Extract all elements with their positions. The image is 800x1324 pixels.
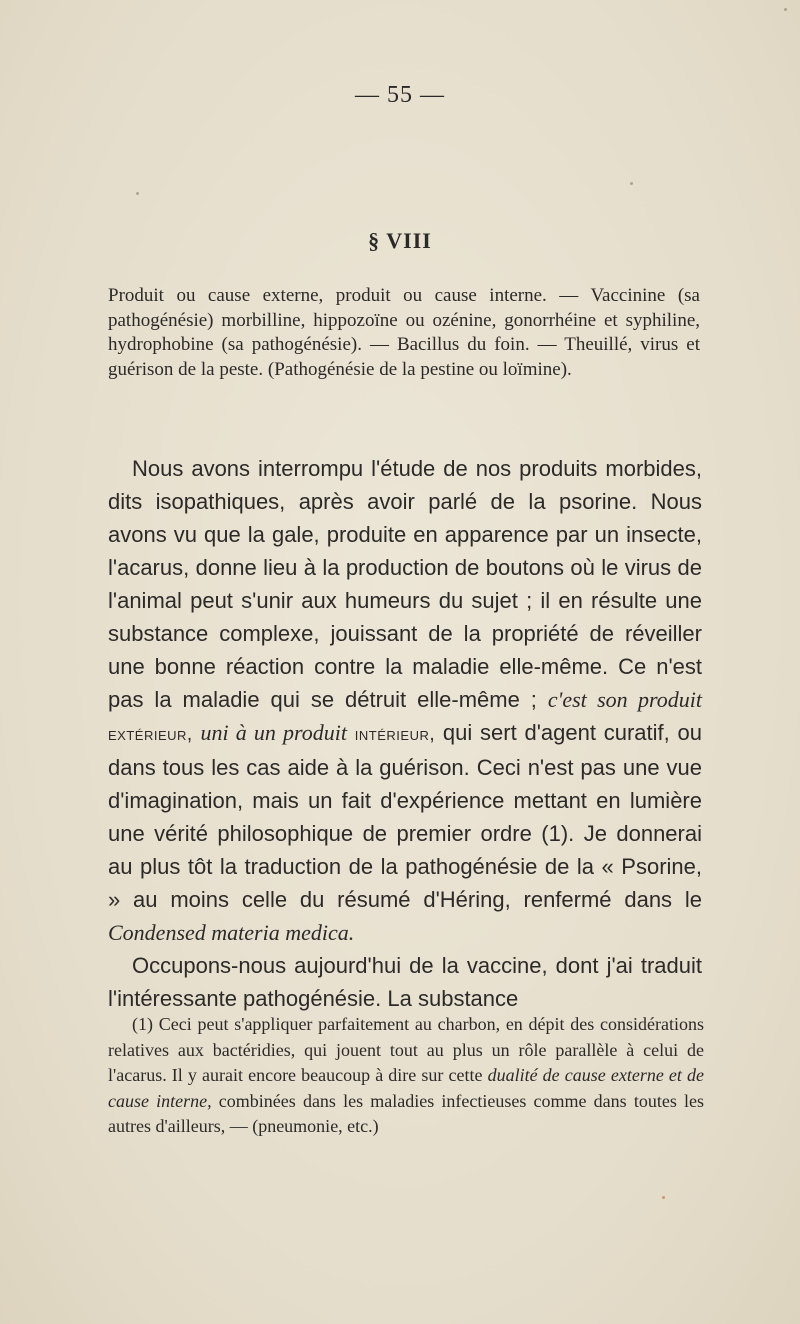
- text-run: qui sert d'agent curatif, ou dans tous les cas aide à la guérison. Ceci n'est pas une vue d'imagination, mais un fait d'expérience mettant en lumière une vérité philosophique de premier ordre (1). Je donnerai au plus tôt la traduction de la pathogénésie de la « Psorine, » au moins celle du résumé d'Héring, renfermé dans le: [108, 720, 702, 912]
- italic-run: Condensed materia medica.: [108, 920, 355, 945]
- italic-run: uni à un produit: [200, 720, 348, 745]
- small-caps-run: intérieur,: [354, 724, 436, 745]
- italic-run: c'est son produit: [547, 687, 702, 712]
- footnote: [108, 1012, 704, 1140]
- paragraph: [108, 452, 702, 949]
- text-run: Nous avons interrompu l'étude de nos produits morbides, dits isopathiques, après avoir parlé de la psorine. Nous avons vu que la gale, produite en apparence par un insecte, l'acarus, donne lieu à la production de boutons où le virus de l'animal peut s'unir aux humeurs du sujet ; il en résulte une substance complexe, jouissant de la propriété de réveiller une bonne réaction contre la maladie elle-même. Ce n'est pas la maladie qui se détruit elle-même ;: [108, 456, 702, 712]
- paragraph: Occupons-nous aujourd'hui de la vaccine, dont j'ai traduit l'intéressante pathogénésie. La substance: [108, 953, 702, 1011]
- body-text: [108, 452, 702, 1015]
- text-run: (1) Ceci peut s'appliquer parfaitement au charbon, en dépit des considérations relatives aux bactéridies, qui jouent tout au plus un rôle parallèle à celui de l'acarus. Il y aurait encore beaucoup à dire sur cette: [108, 1014, 704, 1085]
- paper-speck: [630, 182, 633, 185]
- section-title: § VIII: [368, 228, 432, 253]
- italic-run: dualité de cause externe et de cause interne,: [108, 1065, 704, 1111]
- paper-speck: [784, 8, 787, 11]
- small-caps-run: extérieur,: [108, 724, 193, 745]
- page-number: — 55 —: [355, 82, 445, 108]
- section-summary: Produit ou cause externe, produit ou cause interne. — Vaccinine (sa pathogénésie) morbilline, hippozoïne ou ozénine, gonorrhéine et syphiline, hydrophobine (sa pathogénésie). — Bacillus du foin. — Theuillé, virus et guérison de la peste. (Pathogénésie de la pestine ou loïmine).: [108, 285, 700, 380]
- text-run: combinées dans les maladies infectieuses comme dans toutes les autres d'ailleurs, — (pneumonie, etc.): [108, 1090, 705, 1136]
- paper-speck: [662, 1196, 665, 1199]
- paper-speck: [136, 192, 139, 195]
- footnote-text: [108, 1012, 704, 1140]
